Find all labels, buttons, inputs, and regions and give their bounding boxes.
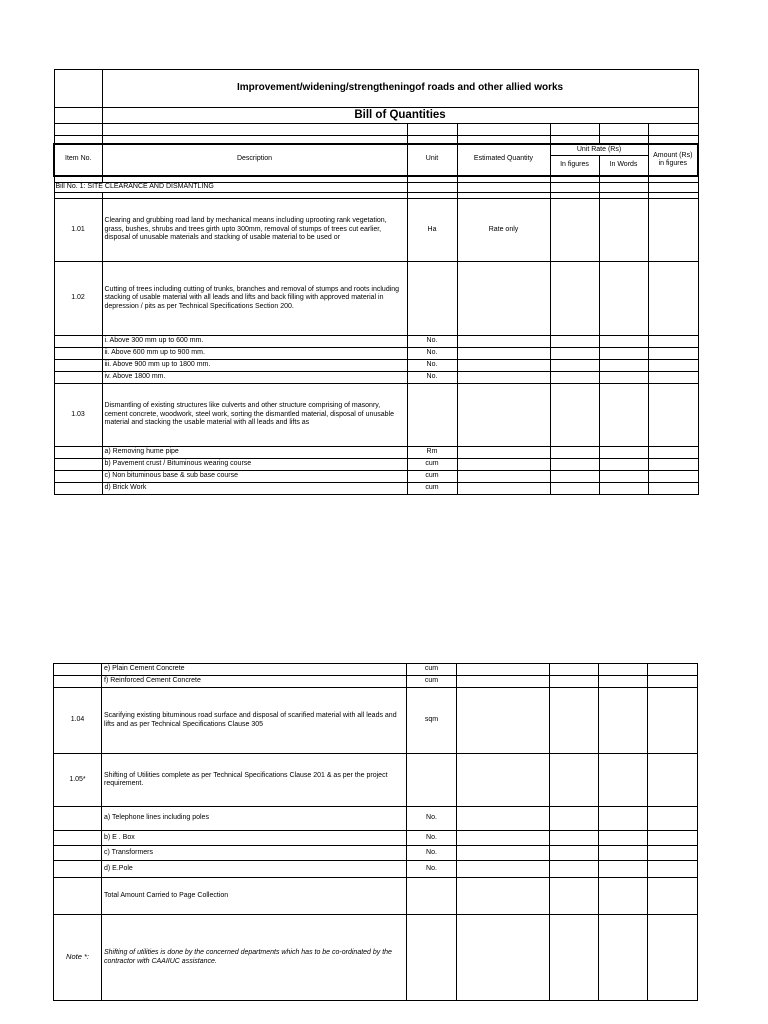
rate-in-words-cell (599, 676, 648, 688)
amount-cell (648, 471, 698, 483)
rate-in-figures-cell (550, 676, 599, 688)
column-header-description: Description (102, 144, 407, 176)
rate-in-figures-cell (550, 861, 599, 878)
table-row (54, 664, 698, 676)
page-subtitle: Bill of Quantities (102, 108, 698, 124)
item-unit: Rm (407, 447, 457, 459)
rate-in-words-cell (599, 846, 648, 861)
item-description: c) Non bituminous base & sub base course (102, 471, 407, 483)
estimated-quantity-cell (457, 807, 550, 831)
empty-cell (550, 124, 599, 136)
item-unit: No. (407, 348, 457, 360)
table-row (54, 336, 698, 348)
item-number (54, 360, 102, 372)
estimated-quantity: Rate only (457, 199, 550, 262)
item-unit (407, 878, 457, 915)
estimated-quantity-cell (457, 915, 550, 1001)
table-row (54, 447, 698, 459)
item-number (54, 846, 102, 861)
item-description: i. Above 300 mm up to 600 mm. (102, 336, 407, 348)
amount-cell (648, 831, 698, 846)
column-header-unit-rate: Unit Rate (Rs) (550, 144, 648, 156)
item-unit: No. (407, 807, 457, 831)
empty-cell (407, 183, 457, 193)
column-header-estimated-quantity: Estimated Quantity (457, 144, 550, 176)
amount-cell (648, 459, 698, 471)
rate-in-figures-cell (550, 831, 599, 846)
rate-in-figures-cell (550, 483, 599, 495)
estimated-quantity (457, 262, 550, 336)
item-unit: No. (407, 372, 457, 384)
amount-cell (648, 372, 698, 384)
amount-cell (648, 861, 698, 878)
empty-cell (407, 176, 457, 183)
item-number: 1.01 (54, 199, 102, 262)
amount-cell (648, 199, 698, 262)
rate-in-figures-cell (550, 384, 599, 447)
rate-in-words-cell (599, 199, 648, 262)
item-number (54, 861, 102, 878)
rate-in-words-cell (599, 878, 648, 915)
item-description: ii. Above 600 mm up to 900 mm. (102, 348, 407, 360)
rate-in-words-cell (599, 807, 648, 831)
item-unit: cum (407, 664, 457, 676)
rate-in-words-cell (599, 447, 648, 459)
empty-cell (648, 183, 698, 193)
table-row (54, 199, 698, 262)
estimated-quantity (457, 459, 550, 471)
item-number: 1.03 (54, 384, 102, 447)
table-row (54, 831, 698, 846)
item-number: 1.02 (54, 262, 102, 336)
estimated-quantity-cell (457, 754, 550, 807)
rate-in-figures-cell (550, 336, 599, 348)
item-description: Clearing and grubbing road land by mechanical means including uprooting rank vegetation, grass, bushes, shrubs and trees girth upto 300mm, removal of stumps of trees cut earlier, disposal of unusable materials and stacking of usable material to be used or (102, 199, 407, 262)
rate-in-figures-cell (550, 915, 599, 1001)
table-row (54, 688, 698, 754)
amount-cell (648, 262, 698, 336)
amount-cell (648, 676, 698, 688)
amount-cell (648, 878, 698, 915)
table-row (54, 262, 698, 336)
rate-in-figures-cell (550, 199, 599, 262)
item-unit (407, 915, 457, 1001)
empty-cell (599, 136, 648, 144)
item-number (54, 483, 102, 495)
column-header-amount: Amount (Rs) in figures (648, 144, 698, 176)
rate-in-words-cell (599, 483, 648, 495)
item-description: a) Removing hume pipe (102, 447, 407, 459)
rate-in-figures-cell (550, 348, 599, 360)
rate-in-figures-cell (550, 372, 599, 384)
empty-cell (457, 136, 550, 144)
item-number (54, 336, 102, 348)
item-unit: cum (407, 471, 457, 483)
rate-in-figures-cell (550, 754, 599, 807)
amount-cell (648, 384, 698, 447)
empty-cell (599, 176, 648, 183)
amount-cell (648, 754, 698, 807)
table-row (54, 915, 698, 1001)
item-description: Dismantling of existing structures like culverts and other structure comprising of masonry, cement concrete, woodwork, steel work, sorting the dismantled material, disposal of unusable material and stacking the usable material with all leads and lifts as (102, 384, 407, 447)
table-row (54, 372, 698, 384)
item-description: e) Plain Cement Concrete (102, 664, 407, 676)
rate-in-figures-cell (550, 471, 599, 483)
empty-cell (407, 136, 457, 144)
item-description: d) E.Pole (102, 861, 407, 878)
amount-cell (648, 688, 698, 754)
amount-cell (648, 360, 698, 372)
estimated-quantity-cell (457, 831, 550, 846)
estimated-quantity-cell (457, 676, 550, 688)
empty-cell (457, 176, 550, 183)
estimated-quantity-cell (457, 878, 550, 915)
rate-in-words-cell (599, 688, 648, 754)
table-row (54, 807, 698, 831)
column-header-unit: Unit (407, 144, 457, 176)
item-description: c) Transformers (102, 846, 407, 861)
total-amount-label: Total Amount Carried to Page Collection (102, 878, 407, 915)
item-number: 1.05* (54, 754, 102, 807)
boq-table-page-1 (53, 69, 699, 495)
item-unit: cum (407, 483, 457, 495)
item-unit (407, 754, 457, 807)
estimated-quantity (457, 483, 550, 495)
estimated-quantity-cell (457, 664, 550, 676)
empty-cell (648, 136, 698, 144)
item-unit: No. (407, 846, 457, 861)
rate-in-words-cell (599, 336, 648, 348)
estimated-quantity (457, 471, 550, 483)
rate-in-figures-cell (550, 846, 599, 861)
empty-cell (54, 108, 102, 124)
amount-cell (648, 915, 698, 1001)
item-number (54, 676, 102, 688)
item-description: a) Telephone lines including poles (102, 807, 407, 831)
item-number (54, 459, 102, 471)
table-row (54, 878, 698, 915)
rate-in-figures-cell (550, 262, 599, 336)
item-description: b) Pavement crust / Bituminous wearing course (102, 459, 407, 471)
item-number: 1.04 (54, 688, 102, 754)
table-row (54, 846, 698, 861)
rate-in-figures-cell (550, 878, 599, 915)
estimated-quantity-cell (457, 688, 550, 754)
table-row (54, 384, 698, 447)
table-row (54, 360, 698, 372)
rate-in-figures-cell (550, 447, 599, 459)
empty-cell (648, 124, 698, 136)
estimated-quantity (457, 447, 550, 459)
item-number (54, 447, 102, 459)
item-unit: No. (407, 360, 457, 372)
item-number (54, 664, 102, 676)
table-row (54, 483, 698, 495)
item-description: iii. Above 900 mm up to 1800 mm. (102, 360, 407, 372)
item-number (54, 878, 102, 915)
amount-cell (648, 447, 698, 459)
empty-cell (599, 124, 648, 136)
rate-in-words-cell (599, 664, 648, 676)
rate-in-words-cell (599, 360, 648, 372)
rate-in-words-cell (599, 831, 648, 846)
item-unit: cum (407, 676, 457, 688)
item-unit (407, 384, 457, 447)
item-unit: No. (407, 336, 457, 348)
table-row (54, 754, 698, 807)
table-row (54, 676, 698, 688)
empty-cell (648, 176, 698, 183)
rate-in-figures-cell (550, 360, 599, 372)
boq-table-page-2 (53, 663, 698, 1001)
item-unit: cum (407, 459, 457, 471)
empty-cell (54, 176, 102, 183)
rate-in-words-cell (599, 384, 648, 447)
estimated-quantity (457, 336, 550, 348)
estimated-quantity-cell (457, 846, 550, 861)
bill-section-title: Bill No. 1: SITE CLEARANCE AND DISMANTLING (54, 183, 407, 193)
amount-cell (648, 336, 698, 348)
empty-cell (550, 183, 599, 193)
rate-in-words-cell (599, 915, 648, 1001)
column-header-item-no: Item No. (54, 144, 102, 176)
rate-in-words-cell (599, 861, 648, 878)
note-text: Shifting of utilities is done by the concerned departments which has to be co-ordinated by the contractor with CAAIIUC assistance. (102, 915, 407, 1001)
estimated-quantity (457, 384, 550, 447)
rate-in-figures-cell (550, 688, 599, 754)
amount-cell (648, 807, 698, 831)
empty-cell (550, 176, 599, 183)
rate-in-words-cell (599, 348, 648, 360)
rate-in-words-cell (599, 754, 648, 807)
item-description: f) Reinforced Cement Concrete (102, 676, 407, 688)
item-description: iv. Above 1800 mm. (102, 372, 407, 384)
rate-in-words-cell (599, 459, 648, 471)
item-description: Scarifying existing bituminous road surface and disposal of scarified material with all leads and lifts and as per Technical Specifications Clause 305 (102, 688, 407, 754)
item-number (54, 471, 102, 483)
item-description: d) Brick Work (102, 483, 407, 495)
table-row (54, 861, 698, 878)
table-row (54, 348, 698, 360)
amount-cell (648, 846, 698, 861)
page-title: Improvement/widening/strengtheningof roads and other allied works (102, 70, 698, 108)
rate-in-words-cell (599, 471, 648, 483)
empty-cell (599, 183, 648, 193)
column-header-in-words: In Words (599, 156, 648, 176)
table-row (54, 459, 698, 471)
item-number (54, 372, 102, 384)
empty-cell (54, 124, 102, 136)
empty-cell (457, 124, 550, 136)
item-description: b) E . Box (102, 831, 407, 846)
note-label: Note *: (54, 915, 102, 1001)
item-unit (407, 262, 457, 336)
rate-in-figures-cell (550, 664, 599, 676)
empty-cell (54, 136, 102, 144)
empty-cell (54, 70, 102, 108)
item-unit: Ha (407, 199, 457, 262)
item-description: Cutting of trees including cutting of trunks, branches and removal of stumps and roots including stacking of usable material with all leads and lifts and back filling with approved material in depression / pits as per Technical Specifications Section 200. (102, 262, 407, 336)
item-number (54, 831, 102, 846)
rate-in-words-cell (599, 372, 648, 384)
empty-cell (102, 124, 407, 136)
item-unit: sqm (407, 688, 457, 754)
amount-cell (648, 664, 698, 676)
empty-cell (457, 183, 550, 193)
item-description: Shifting of Utilities complete as per Technical Specifications Clause 201 & as per the project requirement. (102, 754, 407, 807)
item-number (54, 807, 102, 831)
item-number (54, 348, 102, 360)
item-unit: No. (407, 861, 457, 878)
column-header-in-figures: In figures (550, 156, 599, 176)
amount-cell (648, 348, 698, 360)
rate-in-figures-cell (550, 807, 599, 831)
empty-cell (102, 136, 407, 144)
rate-in-words-cell (599, 262, 648, 336)
estimated-quantity (457, 348, 550, 360)
empty-cell (550, 136, 599, 144)
estimated-quantity-cell (457, 861, 550, 878)
amount-cell (648, 483, 698, 495)
item-unit: No. (407, 831, 457, 846)
estimated-quantity (457, 372, 550, 384)
estimated-quantity (457, 360, 550, 372)
empty-cell (102, 176, 407, 183)
rate-in-figures-cell (550, 459, 599, 471)
table-row (54, 471, 698, 483)
empty-cell (407, 124, 457, 136)
